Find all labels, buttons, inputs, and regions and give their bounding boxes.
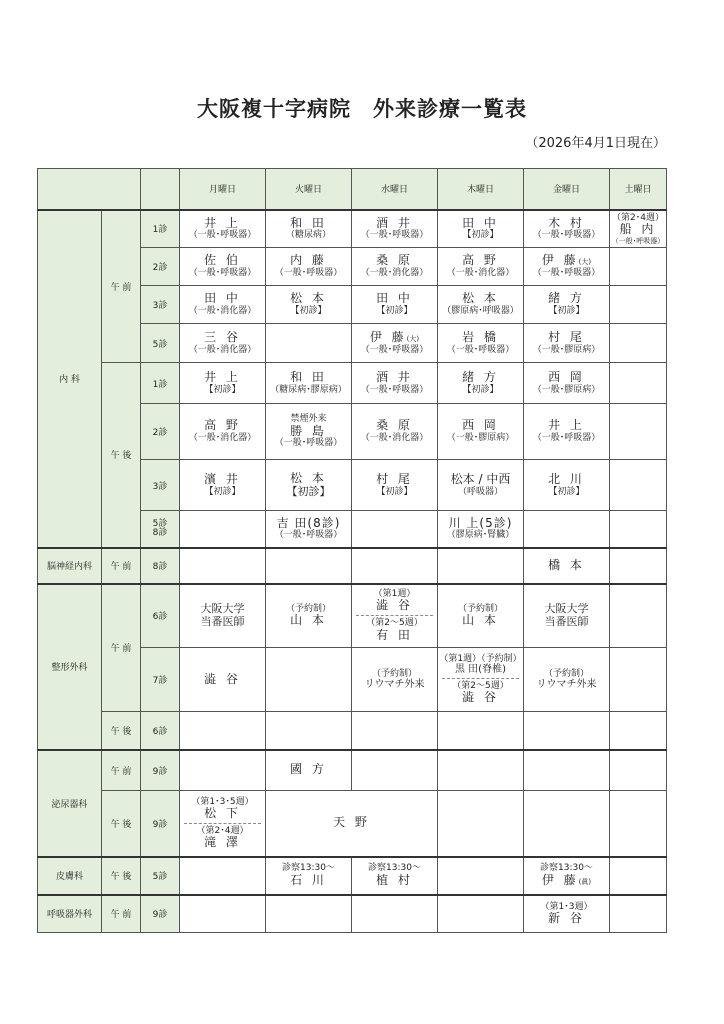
- cell-text: リウマチ外来: [536, 678, 597, 690]
- schedule-cell: [524, 324, 610, 363]
- cell-text: 高 野: [462, 253, 499, 268]
- cell-text: 松 本: [290, 470, 327, 485]
- cell-text: 船 内: [619, 222, 657, 236]
- schedule-cell: [438, 324, 524, 363]
- cell-text: 【初診】: [548, 486, 585, 497]
- cell-text: （予約制）: [543, 668, 589, 679]
- cell-text: 井 上: [204, 215, 241, 230]
- schedule-cell-empty: [610, 324, 667, 363]
- cell-text: （糖尿病）: [285, 230, 331, 241]
- cell-text: (大): [578, 258, 592, 267]
- cell-text: 【初診】: [376, 486, 413, 497]
- room-label: 3診: [141, 460, 180, 511]
- cell-text: 滝 澤: [204, 835, 241, 850]
- schedule-cell: [438, 286, 524, 324]
- cell-text: (眞): [578, 877, 592, 886]
- cell-text: （一般･呼吸器）: [188, 230, 257, 241]
- cell-text: [356, 615, 433, 642]
- cell-text: 桑 原: [376, 253, 413, 268]
- schedule-cell: [352, 460, 438, 511]
- schedule-cell: [266, 857, 352, 895]
- schedule-cell-empty: [180, 712, 266, 750]
- schedule-cell: [438, 648, 524, 712]
- schedule-cell-empty: [266, 548, 352, 584]
- schedule-cell: [180, 404, 266, 460]
- cell-text: 松 本: [462, 291, 499, 306]
- schedule-cell-empty: [610, 460, 667, 511]
- schedule-cell: [524, 210, 610, 248]
- cell-text: （第2･4週）: [196, 825, 249, 836]
- schedule-cell-empty: [180, 548, 266, 584]
- schedule-cell: [266, 363, 352, 404]
- schedule-cell: [438, 248, 524, 286]
- cell-text: 山 本: [290, 613, 327, 628]
- schedule-cell-empty: [352, 750, 438, 791]
- cell-text: 植 村: [376, 872, 413, 887]
- schedule-cell: [524, 584, 610, 648]
- cell-text: 澁 谷: [204, 671, 241, 686]
- schedule-cell-empty: [438, 750, 524, 791]
- session-am: 午 前: [102, 584, 141, 712]
- cell-text: （一般･呼吸器）: [532, 268, 601, 279]
- cell-text: 大阪大学: [200, 602, 245, 616]
- schedule-cell-empty: [438, 548, 524, 584]
- cell-text: 伊 藤: [369, 329, 407, 344]
- cell-text: 木 村: [548, 215, 585, 230]
- cell-text: （第1週）: [373, 589, 416, 600]
- schedule-cell-empty: [266, 712, 352, 750]
- schedule-cell: [180, 363, 266, 404]
- cell-text: 村 尾: [376, 471, 413, 486]
- cell-text: （第1･3週）: [540, 901, 593, 912]
- schedule-cell-empty: [352, 548, 438, 584]
- schedule-cell-empty: [180, 895, 266, 933]
- schedule-cell: [438, 210, 524, 248]
- cell-text: 伊 藤: [541, 872, 579, 887]
- cell-text: 【初診】: [204, 486, 241, 497]
- schedule-cell: [524, 363, 610, 404]
- cell-text: 川 上(5診): [448, 515, 513, 530]
- schedule-cell: [352, 584, 438, 648]
- schedule-cell: [352, 648, 438, 712]
- schedule-cell-empty: [524, 712, 610, 750]
- schedule-cell-empty: [524, 750, 610, 791]
- cell-text: （一般･膠原病）: [532, 384, 601, 395]
- schedule-cell: [352, 210, 438, 248]
- room-label: 6診: [141, 584, 180, 648]
- cell-text: 桑 原: [376, 418, 413, 433]
- schedule-cell-empty: [610, 750, 667, 791]
- cell-text: 松本 / 中西: [450, 471, 511, 486]
- schedule-cell: [266, 791, 438, 857]
- schedule-cell-empty: [610, 584, 667, 648]
- schedule-cell: [180, 210, 266, 248]
- cell-text: 山 本: [462, 613, 499, 628]
- schedule-cell-empty: [438, 895, 524, 933]
- cell-text: （第1･3･5週）: [191, 796, 254, 807]
- cell-text: [184, 823, 261, 850]
- cell-text: 勝 島: [290, 423, 327, 438]
- cell-text: （一般･消化器）: [360, 268, 429, 279]
- room-label: 1診: [141, 210, 180, 248]
- header-row: [38, 169, 667, 210]
- room-label: 9診: [141, 895, 180, 933]
- dept-thoracic-surgery: 呼吸器外科: [38, 895, 102, 933]
- schedule-cell: [266, 286, 352, 324]
- schedule-cell-empty: [438, 857, 524, 895]
- cell-text: 有 田: [376, 627, 413, 642]
- dept-urology: 泌尿器科: [38, 750, 102, 857]
- header-day-thu: 木曜日: [438, 169, 524, 210]
- schedule-cell: [180, 648, 266, 712]
- header-day-wed: 水曜日: [352, 169, 438, 210]
- schedule-cell-empty: [352, 712, 438, 750]
- cell-text: 高 野: [204, 418, 241, 433]
- cell-text: 井 上: [548, 418, 585, 433]
- schedule-cell: [352, 286, 438, 324]
- schedule-cell: [438, 511, 524, 548]
- dept-naika: 内 科: [38, 210, 102, 548]
- cell-text: 松 下: [204, 805, 241, 820]
- schedule-cell: [180, 791, 266, 857]
- cell-text: 大阪大学: [544, 602, 589, 616]
- schedule-cell-empty: [180, 511, 266, 548]
- page-title: 大阪複十字病院 外来診療一覧表: [197, 97, 527, 121]
- schedule-cell-empty: [524, 511, 610, 548]
- cell-text: （一般･呼吸器）: [360, 230, 429, 241]
- session-am: 午 前: [102, 548, 141, 584]
- header-blank-room: [141, 169, 180, 210]
- cell-text: [442, 678, 519, 705]
- cell-text: 澁 谷: [462, 690, 499, 705]
- session-am: 午 前: [102, 895, 141, 933]
- cell-text: リウマチ外来: [364, 678, 425, 690]
- cell-text: 緒 方: [462, 369, 499, 384]
- cell-text: 【初診】: [204, 384, 241, 395]
- dept-orthopedics: 整形外科: [38, 584, 102, 750]
- schedule-cell: [180, 324, 266, 363]
- cell-text: 西 岡: [462, 418, 499, 433]
- schedule-cell-empty: [352, 895, 438, 933]
- schedule-cell: [266, 248, 352, 286]
- cell-text: 西 岡: [548, 369, 585, 384]
- cell-text: （一般･膠原病）: [532, 344, 601, 355]
- schedule-cell-empty: [438, 791, 524, 857]
- cell-text: （第2～5週）: [452, 680, 509, 691]
- cell-text: 吉 田(8診): [276, 515, 341, 530]
- schedule-cell-empty: [610, 791, 667, 857]
- room-label: 5診: [141, 324, 180, 363]
- cell-text: 【初診】: [290, 306, 327, 317]
- cell-text: （第2･4週）: [612, 212, 664, 223]
- schedule-cell-empty: [438, 712, 524, 750]
- cell-text: 【初診】: [376, 306, 413, 317]
- cell-text: 診察13:30～: [368, 863, 421, 874]
- cell-text: 和 田: [290, 215, 327, 230]
- session-am: 午 前: [102, 210, 141, 363]
- cell-text: 【初診】: [462, 230, 499, 241]
- schedule-cell: [524, 404, 610, 460]
- schedule-cell-empty: [610, 857, 667, 895]
- schedule-cell: [266, 404, 352, 460]
- schedule-cell: [524, 895, 610, 933]
- cell-text: 岩 橋: [462, 329, 499, 344]
- cell-text: （一般･呼吸器）: [188, 268, 257, 279]
- schedule-cell-empty: [610, 895, 667, 933]
- cell-text: 石 川: [290, 872, 327, 887]
- schedule-cell-empty: [610, 404, 667, 460]
- outpatient-schedule-table: [37, 168, 667, 933]
- cell-text: （一般･消化器）: [188, 433, 257, 444]
- cell-text: 國 方: [290, 762, 327, 777]
- schedule-cell: [438, 584, 524, 648]
- cell-text: 内 藤: [290, 253, 327, 268]
- cell-text: 天 野: [333, 815, 370, 830]
- room-label: 5診: [141, 857, 180, 895]
- cell-text: 和 田: [290, 369, 327, 384]
- header-blank: [38, 169, 141, 210]
- cell-text: （一般･消化器）: [446, 268, 515, 279]
- schedule-cell-empty: [352, 511, 438, 548]
- schedule-cell: [352, 404, 438, 460]
- cell-text: （予約制）: [457, 603, 503, 614]
- cell-text: 【初診】: [462, 384, 499, 395]
- room-label: 9診: [141, 791, 180, 857]
- cell-text: 診察13:30～: [282, 863, 335, 874]
- cell-text: 当番医師: [544, 614, 589, 628]
- cell-text: （第2～5週）: [366, 618, 423, 629]
- session-pm: 午 後: [102, 363, 141, 548]
- cell-text: （一般･呼吸器）: [532, 230, 601, 241]
- room-label: 1診: [141, 363, 180, 404]
- cell-text: （一般･呼吸器）: [360, 384, 429, 395]
- cell-text: 田 中: [376, 291, 413, 306]
- cell-text: 三 谷: [204, 329, 241, 344]
- cell-text: 伊 藤: [541, 253, 579, 268]
- schedule-cell-empty: [610, 248, 667, 286]
- cell-text: [524, 874, 609, 888]
- schedule-cell: [524, 460, 610, 511]
- schedule-cell: [266, 750, 352, 791]
- schedule-cell: [438, 460, 524, 511]
- cell-text: 当番医師: [200, 614, 245, 628]
- schedule-cell-empty: [266, 648, 352, 712]
- session-pm: 午 後: [102, 712, 141, 750]
- cell-text: （予約制）: [371, 668, 417, 679]
- schedule-cell-empty: [524, 791, 610, 857]
- schedule-cell: [524, 648, 610, 712]
- cell-text: 松 本: [290, 291, 327, 306]
- cell-text: (大): [406, 334, 420, 343]
- cell-text: （呼吸器）: [457, 486, 503, 497]
- schedule-cell: [180, 460, 266, 511]
- cell-text: 酒 井: [376, 215, 413, 230]
- schedule-cell: [266, 511, 352, 548]
- cell-text: 田 中: [462, 215, 499, 230]
- schedule-cell-empty: [610, 648, 667, 712]
- cell-text: （一般･呼吸器）: [274, 268, 343, 279]
- cell-text: （一般･呼吸器）: [446, 344, 515, 355]
- dept-dermatology: 皮膚科: [38, 857, 102, 895]
- cell-text: （膠原病･呼吸器）: [442, 306, 519, 317]
- room-label: 6診: [141, 712, 180, 750]
- cell-text: （一般･呼吸器）: [360, 344, 429, 355]
- schedule-cell-empty: [610, 548, 667, 584]
- schedule-cell-empty: [610, 712, 667, 750]
- cell-text: （一般･呼吸器）: [274, 438, 343, 449]
- schedule-cell: [352, 857, 438, 895]
- schedule-cell: [524, 286, 610, 324]
- cell-text: 村 尾: [548, 329, 585, 344]
- cell-text: [352, 331, 437, 345]
- header-day-tue: 火曜日: [266, 169, 352, 210]
- session-am: 午 前: [102, 750, 141, 791]
- cell-text: 新 谷: [548, 911, 585, 926]
- room-label: 8診: [141, 548, 180, 584]
- cell-text: （一般･膠原病）: [446, 433, 515, 444]
- cell-text: （一般･消化器）: [188, 344, 257, 355]
- cell-text: （一般･呼吸器）: [611, 236, 665, 245]
- room-label: 2診: [141, 404, 180, 460]
- room-label: 3診: [141, 286, 180, 324]
- cell-text: 北 川: [548, 471, 585, 486]
- cell-text: 酒 井: [376, 369, 413, 384]
- schedule-cell-empty: [180, 750, 266, 791]
- header-day-sat: 土曜日: [610, 169, 667, 210]
- cell-text: （一般･呼吸器）: [532, 433, 601, 444]
- schedule-cell-empty: [610, 286, 667, 324]
- dept-neurology: 脳神経内科: [38, 548, 102, 584]
- schedule-cell-empty: [266, 324, 352, 363]
- schedule-cell: [180, 286, 266, 324]
- cell-text: 田 中: [204, 291, 241, 306]
- schedule-cell: [266, 210, 352, 248]
- cell-text: （一般･消化器）: [188, 306, 257, 317]
- room-label: 2診: [141, 248, 180, 286]
- cell-text: 井 上: [204, 369, 241, 384]
- schedule-cell: [180, 248, 266, 286]
- header-day-fri: 金曜日: [524, 169, 610, 210]
- schedule-cell-empty: [266, 895, 352, 933]
- header-day-mon: 月曜日: [180, 169, 266, 210]
- schedule-cell: [524, 248, 610, 286]
- cell-text: 濱 井: [204, 471, 241, 486]
- room-label: 9診: [141, 750, 180, 791]
- cell-text: （一般･消化器）: [360, 433, 429, 444]
- cell-text: （一般･呼吸器）: [274, 530, 343, 541]
- schedule-cell: [352, 248, 438, 286]
- cell-text: 橋 本: [548, 557, 585, 572]
- cell-text: 佐 伯: [204, 253, 241, 268]
- room-label: 5診 8診: [141, 511, 180, 548]
- room-label: 7診: [141, 648, 180, 712]
- schedule-cell: [438, 404, 524, 460]
- cell-text: 黒 田(脊椎): [455, 664, 506, 676]
- cell-text: （糖尿病･膠原病）: [270, 384, 347, 395]
- cell-text: 診察13:30～: [540, 863, 593, 874]
- as-of-date: （2026年4月1日現在）: [525, 136, 666, 151]
- cell-text: 澁 谷: [376, 598, 413, 613]
- schedule-cell: [610, 210, 667, 248]
- schedule-cell-empty: [610, 363, 667, 404]
- cell-text: （膠原病･腎臓）: [446, 530, 515, 541]
- schedule-cell-empty: [180, 857, 266, 895]
- schedule-cell: [524, 857, 610, 895]
- schedule-cell: [524, 548, 610, 584]
- schedule-cell: [266, 460, 352, 511]
- schedule-cell: [352, 324, 438, 363]
- cell-text: （第1週）（予約制）: [439, 654, 522, 664]
- schedule-cell: [352, 363, 438, 404]
- schedule-cell: [266, 584, 352, 648]
- cell-text: （予約制）: [285, 603, 331, 614]
- cell-text: [524, 254, 609, 268]
- session-pm: 午 後: [102, 791, 141, 857]
- session-pm: 午 後: [102, 857, 141, 895]
- schedule-cell: [180, 584, 266, 648]
- cell-text: 【初診】: [286, 484, 331, 498]
- cell-text: 【初診】: [548, 306, 585, 317]
- cell-text: 禁煙外来: [290, 414, 327, 425]
- cell-text: 緒 方: [548, 291, 585, 306]
- schedule-cell: [438, 363, 524, 404]
- schedule-cell-empty: [610, 511, 667, 548]
